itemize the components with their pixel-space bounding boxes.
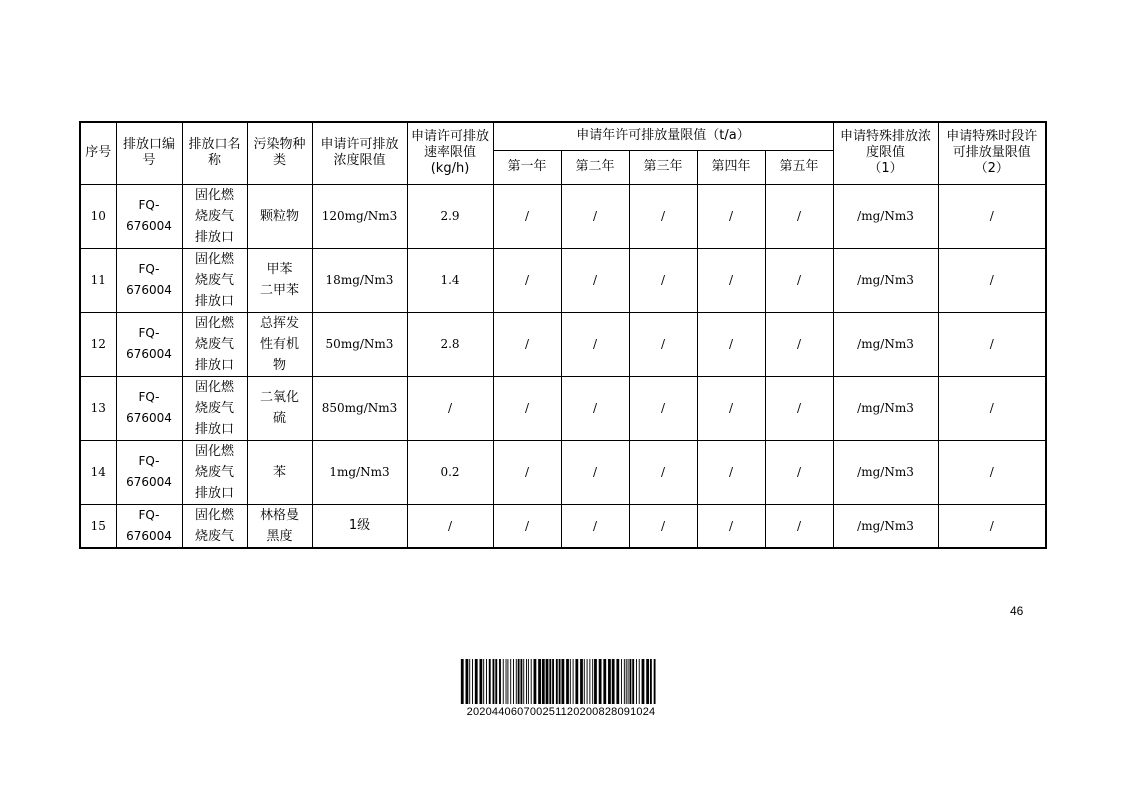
cell-outlet-name bbox=[182, 248, 247, 312]
cell-line: 固化燃 bbox=[194, 507, 234, 523]
barcode-bar bbox=[513, 659, 514, 704]
barcode-bar bbox=[528, 659, 529, 704]
barcode-bar bbox=[584, 659, 585, 704]
barcode-bar bbox=[483, 659, 484, 704]
cell-line: 二氧化 bbox=[259, 390, 299, 405]
cell-rate: / bbox=[407, 504, 493, 548]
barcode-bar bbox=[516, 659, 517, 704]
cell-line: FQ- bbox=[138, 454, 160, 468]
cell-outlet-name bbox=[182, 440, 247, 504]
cell-line: 烧废气 bbox=[194, 272, 234, 288]
cell-year-3: / bbox=[629, 504, 697, 548]
barcode-bar bbox=[639, 659, 640, 704]
cell-special-conc: /mg/Nm3 bbox=[833, 184, 938, 248]
table-row bbox=[80, 440, 1046, 504]
barcode-bar bbox=[472, 659, 473, 704]
cell-line: 固化燃 bbox=[194, 251, 234, 267]
cell-year-4: / bbox=[697, 312, 765, 376]
header-special-conc bbox=[833, 122, 938, 184]
cell-outlet-no bbox=[116, 504, 182, 548]
barcode-bar bbox=[534, 659, 537, 704]
cell-year-2: / bbox=[561, 312, 629, 376]
barcode-bar bbox=[624, 659, 625, 704]
cell-year-1: / bbox=[493, 248, 561, 312]
cell-outlet-name bbox=[182, 312, 247, 376]
header-pollutant: 污染物种类 bbox=[247, 122, 312, 184]
cell-year-4: / bbox=[697, 184, 765, 248]
header-year-2: 第二年 bbox=[561, 150, 629, 184]
cell-line: 烧废气 bbox=[194, 400, 234, 416]
cell-line: 固化燃 bbox=[194, 443, 234, 459]
cell-year-5: / bbox=[765, 312, 833, 376]
barcode-image bbox=[459, 659, 663, 704]
cell-outlet-no bbox=[116, 184, 182, 248]
cell-special-conc: /mg/Nm3 bbox=[833, 248, 938, 312]
cell-year-5: / bbox=[765, 504, 833, 548]
cell-year-3: / bbox=[629, 440, 697, 504]
cell-line: 林格曼 bbox=[259, 507, 299, 523]
header-annual-group: 申请年许可排放量限值（t/a） bbox=[493, 122, 833, 150]
barcode-bar bbox=[542, 659, 545, 704]
cell-seq: 14 bbox=[80, 440, 116, 504]
cell-year-2: / bbox=[561, 440, 629, 504]
cell-year-4: / bbox=[697, 504, 765, 548]
cell-line: 烧废气 bbox=[194, 336, 234, 352]
cell-line: 676004 bbox=[126, 219, 172, 233]
barcode-bar bbox=[566, 659, 569, 704]
cell-line: 烧废气 bbox=[194, 528, 234, 544]
barcode-bar bbox=[608, 659, 611, 704]
cell-line: 676004 bbox=[126, 283, 172, 297]
cell-special-period: / bbox=[938, 504, 1046, 548]
barcode-bar bbox=[507, 659, 508, 704]
cell-year-5: / bbox=[765, 184, 833, 248]
barcode-bar bbox=[626, 659, 627, 704]
header-special-period-line: （2） bbox=[974, 161, 1009, 177]
cell-year-2: / bbox=[561, 376, 629, 440]
cell-outlet-no bbox=[116, 248, 182, 312]
cell-year-3: / bbox=[629, 184, 697, 248]
barcode-bar bbox=[475, 659, 478, 704]
barcode-bar bbox=[629, 659, 631, 704]
header-outlet-name: 排放口名称 bbox=[182, 122, 247, 184]
barcode-bar bbox=[621, 659, 622, 704]
cell-seq: 12 bbox=[80, 312, 116, 376]
cell-line: 固化燃 bbox=[194, 379, 234, 395]
barcode-bar bbox=[506, 659, 507, 704]
barcode-bar bbox=[612, 659, 615, 704]
cell-line: 硫 bbox=[272, 411, 286, 426]
cell-line: 排放口 bbox=[194, 485, 234, 501]
barcode-bar bbox=[466, 659, 469, 704]
cell-line: FQ- bbox=[138, 390, 160, 404]
barcode-bar bbox=[523, 659, 524, 704]
barcode-bar bbox=[469, 659, 470, 704]
cell-line: 黑度 bbox=[266, 528, 293, 544]
cell-pollutant bbox=[247, 504, 312, 548]
cell-line: FQ- bbox=[138, 507, 160, 522]
cell-outlet-no bbox=[116, 440, 182, 504]
cell-line: 排放口 bbox=[194, 421, 234, 437]
cell-special-period: / bbox=[938, 248, 1046, 312]
cell-year-4: / bbox=[697, 376, 765, 440]
header-special-conc-line: 度限值 bbox=[866, 145, 906, 161]
cell-pollutant bbox=[247, 376, 312, 440]
cell-year-3: / bbox=[629, 312, 697, 376]
barcode-bar bbox=[552, 659, 554, 704]
barcode-bar bbox=[587, 659, 588, 704]
cell-outlet-name bbox=[182, 184, 247, 248]
cell-line: 固化燃 bbox=[194, 315, 234, 331]
barcode-bar bbox=[518, 659, 520, 704]
cell-special-conc: /mg/Nm3 bbox=[833, 504, 938, 548]
barcode-bar bbox=[510, 659, 511, 704]
cell-special-conc: /mg/Nm3 bbox=[833, 312, 938, 376]
cell-rate: 2.9 bbox=[407, 184, 493, 248]
barcode-number: 20204406070025112020082809​1024 bbox=[466, 706, 656, 718]
cell-year-3: / bbox=[629, 376, 697, 440]
barcode-bar bbox=[559, 659, 561, 704]
cell-conc: 1级 bbox=[312, 504, 407, 548]
cell-outlet-no bbox=[116, 376, 182, 440]
cell-line: 二甲苯 bbox=[259, 283, 299, 298]
cell-year-1: / bbox=[493, 312, 561, 376]
barcode-bar bbox=[592, 659, 593, 704]
barcode-bar bbox=[538, 659, 541, 704]
cell-year-2: / bbox=[561, 184, 629, 248]
cell-year-4: / bbox=[697, 248, 765, 312]
header-year-5: 第五年 bbox=[765, 150, 833, 184]
cell-line: 烧废气 bbox=[194, 464, 234, 480]
cell-seq: 11 bbox=[80, 248, 116, 312]
cell-rate: 0.2 bbox=[407, 440, 493, 504]
header-year-4: 第四年 bbox=[697, 150, 765, 184]
cell-special-period: / bbox=[938, 184, 1046, 248]
cell-conc: 850mg/Nm3 bbox=[312, 376, 407, 440]
cell-line: 苯 bbox=[272, 464, 286, 480]
barcode-bar bbox=[589, 659, 590, 704]
cell-line: 烧废气 bbox=[194, 208, 234, 224]
cell-year-2: / bbox=[561, 248, 629, 312]
cell-pollutant bbox=[247, 312, 312, 376]
barcode-bar bbox=[580, 659, 583, 704]
cell-special-period: / bbox=[938, 312, 1046, 376]
cell-special-conc: /mg/Nm3 bbox=[833, 440, 938, 504]
barcode-bar bbox=[489, 659, 491, 704]
barcode-bar bbox=[546, 659, 549, 704]
header-outlet-no: 排放口编号 bbox=[116, 122, 182, 184]
cell-year-2: / bbox=[561, 504, 629, 548]
barcode-bar bbox=[646, 659, 649, 704]
cell-rate: / bbox=[407, 376, 493, 440]
header-year-1: 第一年 bbox=[493, 150, 561, 184]
header-rate-limit-line: 申请许可排放 bbox=[410, 129, 489, 145]
barcode-bar bbox=[531, 659, 532, 704]
barcode-bar bbox=[642, 659, 645, 704]
header-year-3: 第三年 bbox=[629, 150, 697, 184]
cell-rate: 1.4 bbox=[407, 248, 493, 312]
cell-line: FQ- bbox=[138, 326, 160, 340]
barcode-bar bbox=[461, 659, 464, 704]
barcode-bar bbox=[495, 659, 497, 704]
cell-line: 676004 bbox=[126, 475, 172, 489]
cell-line: 排放口 bbox=[194, 293, 234, 309]
cell-rate: 2.8 bbox=[407, 312, 493, 376]
header-special-conc-line: （1） bbox=[868, 161, 903, 177]
table-row bbox=[80, 376, 1046, 440]
cell-line: 总挥发 bbox=[259, 315, 299, 331]
header-special-conc-line: 申请特殊排放浓 bbox=[840, 129, 932, 145]
header-special-period-line: 可排放量限值 bbox=[952, 145, 1031, 161]
barcode-bar bbox=[479, 659, 482, 704]
barcode-bar bbox=[599, 659, 602, 704]
barcode-bar bbox=[650, 659, 652, 704]
cell-line: 排放口 bbox=[194, 357, 234, 373]
table-row bbox=[80, 504, 1046, 548]
cell-line: FQ- bbox=[138, 198, 160, 212]
barcode-bar bbox=[556, 659, 558, 704]
cell-conc: 18mg/Nm3 bbox=[312, 248, 407, 312]
cell-year-5: / bbox=[765, 440, 833, 504]
cell-conc: 1mg/Nm3 bbox=[312, 440, 407, 504]
barcode-bar bbox=[616, 659, 619, 704]
barcode-bar bbox=[549, 659, 551, 704]
header-special-period-line: 申请特殊时段许 bbox=[946, 129, 1038, 145]
barcode-bar bbox=[493, 659, 495, 704]
cell-outlet-name bbox=[182, 504, 247, 548]
cell-year-1: / bbox=[493, 376, 561, 440]
cell-line: 性有机 bbox=[259, 336, 299, 352]
cell-year-1: / bbox=[493, 504, 561, 548]
barcode-bar bbox=[486, 659, 487, 704]
table-row bbox=[80, 184, 1046, 248]
cell-line: 物 bbox=[272, 357, 286, 373]
barcode-bar bbox=[636, 659, 637, 704]
barcode-bar bbox=[573, 659, 574, 704]
cell-conc: 120mg/Nm3 bbox=[312, 184, 407, 248]
header-rate-limit-line: (kg/h) bbox=[430, 161, 470, 177]
cell-pollutant bbox=[247, 440, 312, 504]
barcode-bar bbox=[499, 659, 501, 704]
barcode-bar bbox=[561, 659, 564, 704]
cell-line: 颗粒物 bbox=[259, 208, 299, 224]
cell-outlet-name bbox=[182, 376, 247, 440]
cell-outlet-no bbox=[116, 312, 182, 376]
cell-special-period: / bbox=[938, 376, 1046, 440]
cell-line: 排放口 bbox=[194, 229, 234, 245]
cell-seq: 15 bbox=[80, 504, 116, 548]
barcode-bar bbox=[632, 659, 634, 704]
cell-line: 676004 bbox=[126, 528, 172, 543]
cell-year-1: / bbox=[493, 184, 561, 248]
cell-year-5: / bbox=[765, 248, 833, 312]
cell-pollutant bbox=[247, 248, 312, 312]
cell-special-conc: /mg/Nm3 bbox=[833, 376, 938, 440]
cell-year-4: / bbox=[697, 440, 765, 504]
header-special-period bbox=[938, 122, 1046, 184]
cell-year-1: / bbox=[493, 440, 561, 504]
cell-pollutant bbox=[247, 184, 312, 248]
barcode-bar bbox=[654, 659, 656, 704]
cell-line: 676004 bbox=[126, 411, 172, 425]
page-number: 46 bbox=[1010, 604, 1024, 618]
barcode-bar bbox=[570, 659, 571, 704]
header-rate-limit bbox=[407, 122, 493, 184]
cell-line: 固化燃 bbox=[194, 187, 234, 203]
header-conc-limit: 申请许可排放浓度限值 bbox=[312, 122, 407, 184]
cell-special-period: / bbox=[938, 440, 1046, 504]
table-row bbox=[80, 248, 1046, 312]
barcode-bar bbox=[594, 659, 597, 704]
header-seq: 序号 bbox=[80, 122, 116, 184]
header-rate-limit-line: 速率限值 bbox=[423, 145, 476, 161]
barcode-bar bbox=[526, 659, 527, 704]
cell-line: 甲苯 bbox=[266, 262, 293, 277]
cell-seq: 13 bbox=[80, 376, 116, 440]
cell-line: FQ- bbox=[138, 262, 160, 276]
barcode-bar bbox=[603, 659, 606, 704]
table-row bbox=[80, 312, 1046, 376]
cell-seq: 10 bbox=[80, 184, 116, 248]
cell-year-3: / bbox=[629, 248, 697, 312]
emission-permit-table bbox=[79, 121, 1047, 549]
barcode-bar bbox=[503, 659, 504, 704]
cell-line: 676004 bbox=[126, 347, 172, 361]
barcode-bar bbox=[575, 659, 578, 704]
cell-year-5: / bbox=[765, 376, 833, 440]
barcode-bar bbox=[628, 659, 629, 704]
barcode-bar bbox=[520, 659, 522, 704]
cell-conc: 50mg/Nm3 bbox=[312, 312, 407, 376]
